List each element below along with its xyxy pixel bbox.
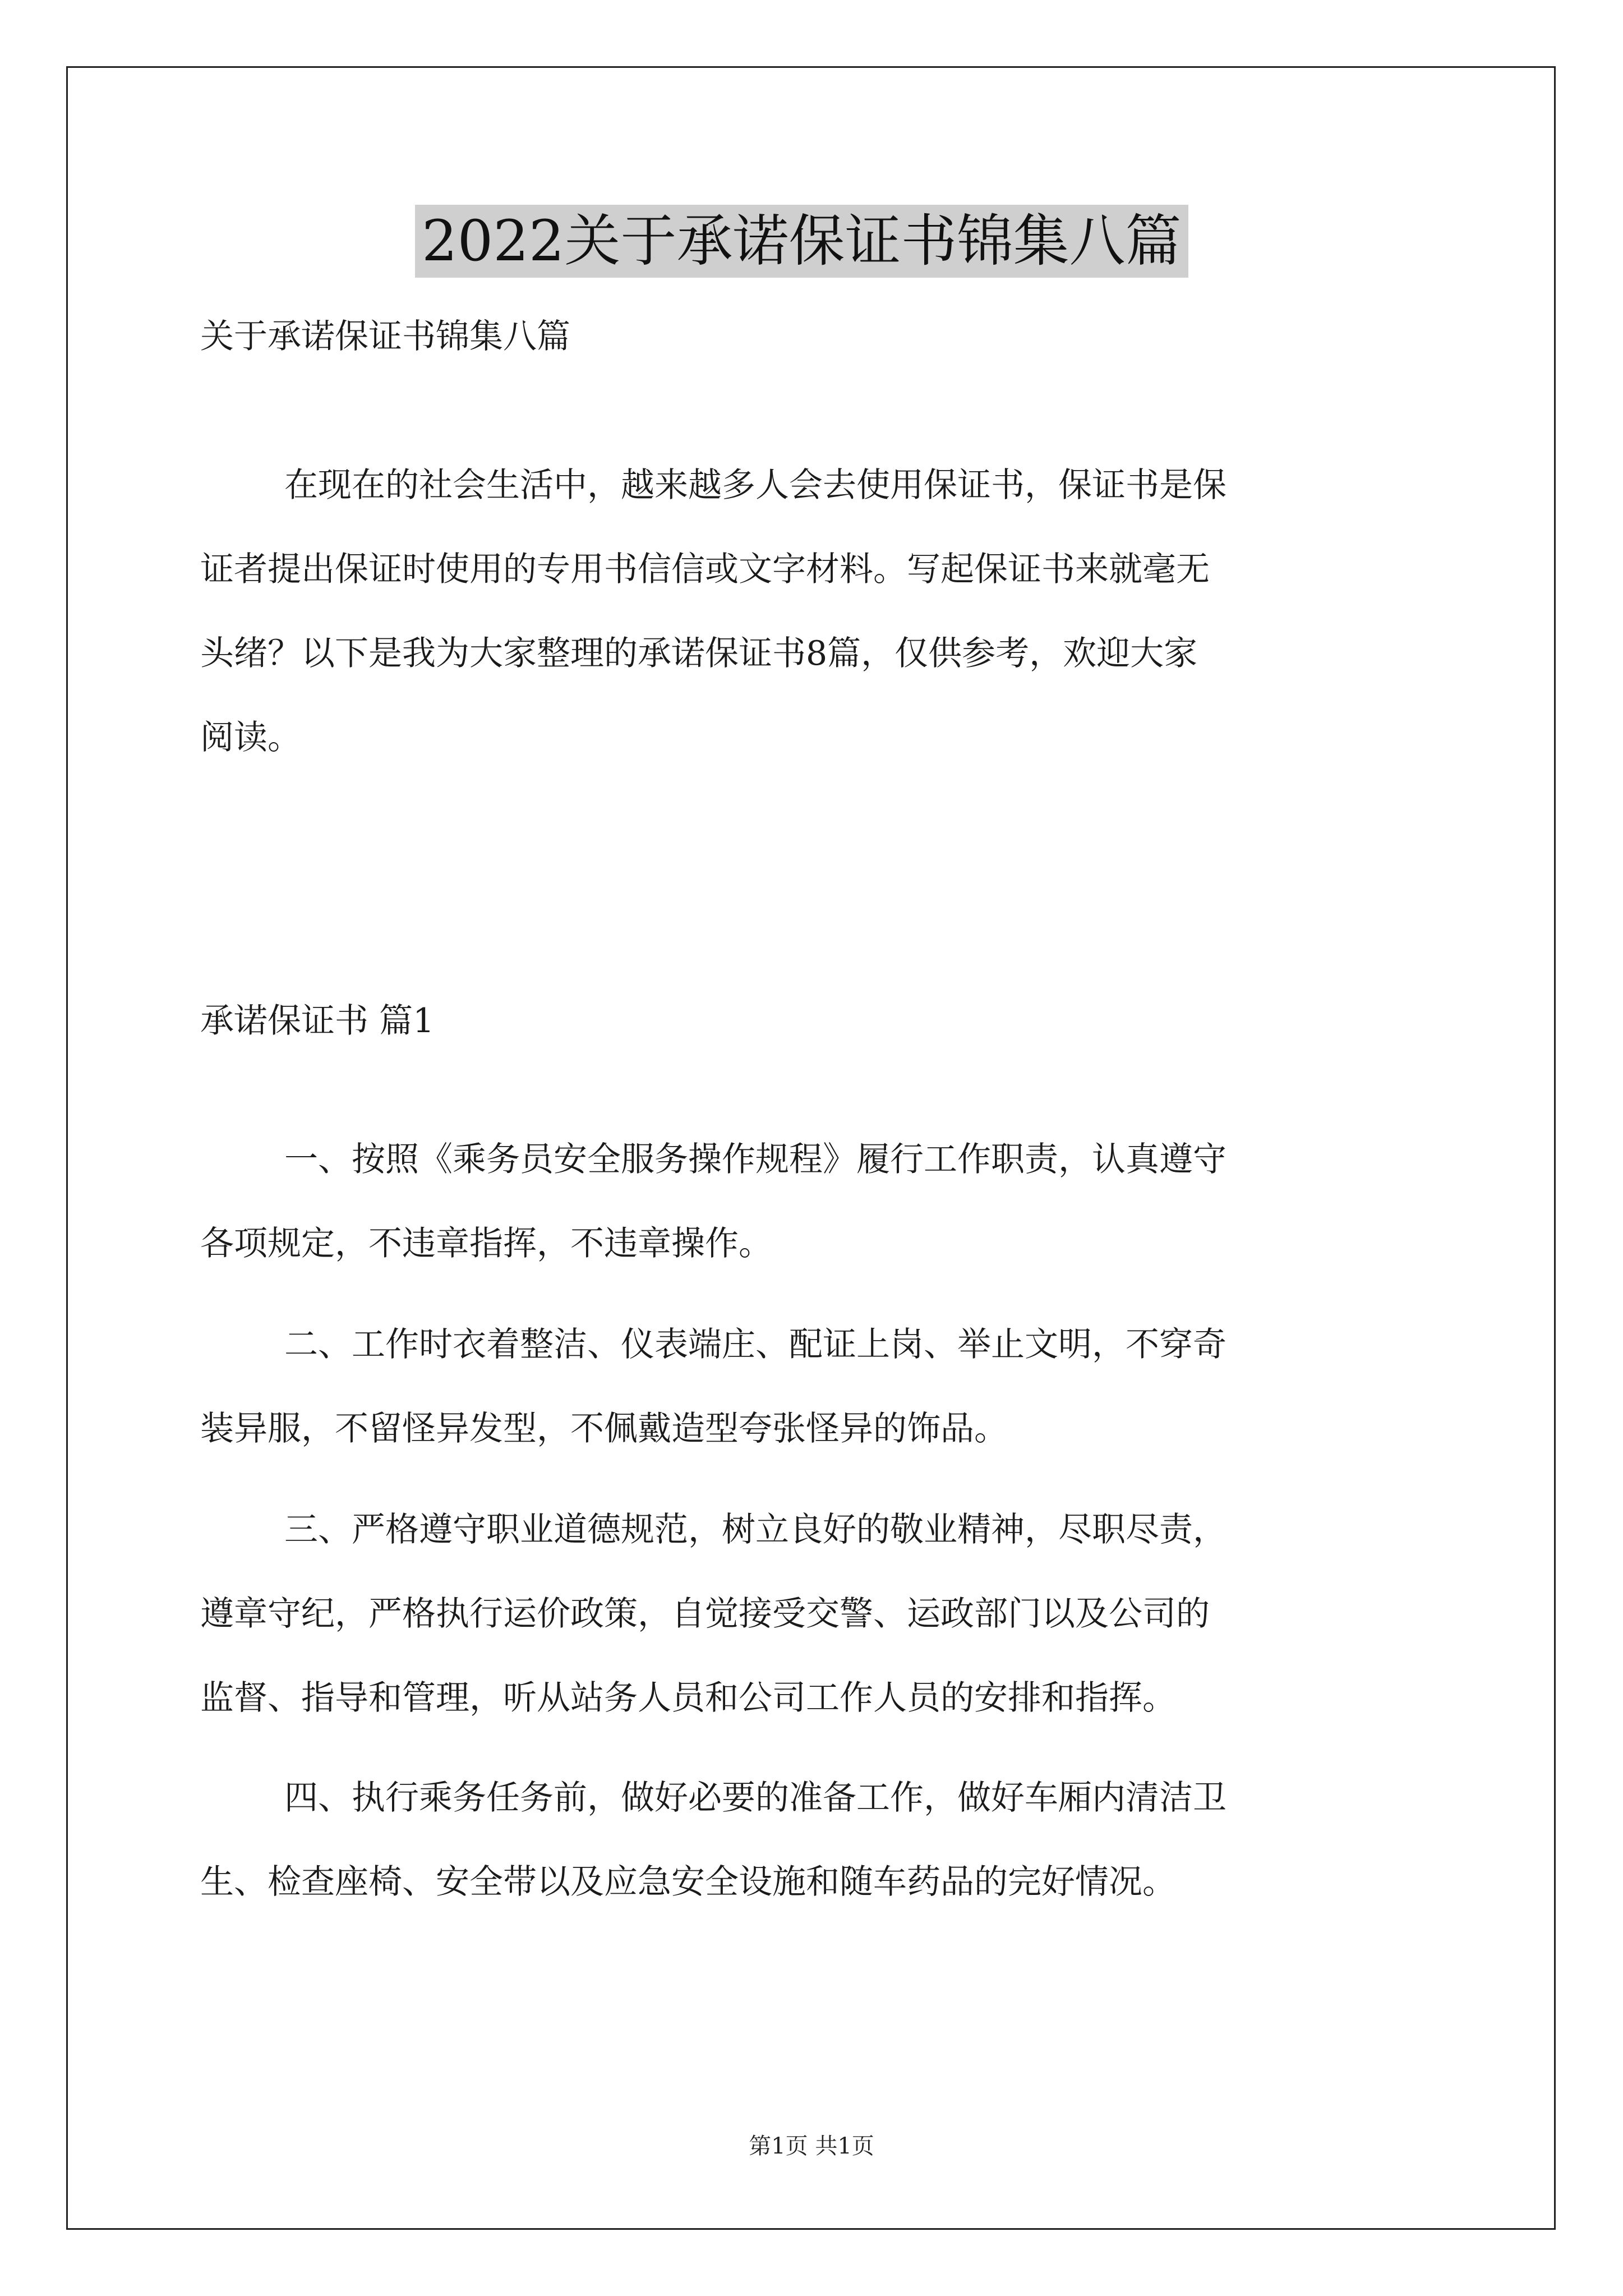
item-line: 三、严格遵守职业道德规范，树立良好的敬业精神，尽职尽责， <box>284 1510 1227 1549</box>
item-line: 监督、指导和管理，听从站务人员和公司工作人员的安排和指挥。 <box>200 1678 1176 1718</box>
item-line: 遵章守纪，严格执行运价政策，自觉接受交警、运政部门以及公司的 <box>200 1594 1210 1634</box>
intro-line: 在现在的社会生活中，越来越多人会去使用保证书，保证书是保 <box>284 466 1227 505</box>
item-line: 装异服，不留怪异发型，不佩戴造型夸张怪异的饰品。 <box>200 1409 1008 1448</box>
item-line: 四、执行乘务任务前，做好必要的准备工作，做好车厢内清洁卫 <box>284 1778 1227 1818</box>
item-paragraph-3 <box>200 1488 1227 1740</box>
intro-paragraph <box>200 443 1227 780</box>
item-paragraph-1 <box>200 1117 1227 1286</box>
item-line: 各项规定，不违章指挥，不违章操作。 <box>200 1224 772 1263</box>
intro-line: 阅读。 <box>200 718 301 757</box>
item-line: 生、检查座椅、安全带以及应急安全设施和随车药品的完好情况。 <box>200 1862 1176 1902</box>
item-line: 二、工作时衣着整洁、仪表端庄、配证上岗、举止文明，不穿奇 <box>284 1325 1227 1364</box>
intro-line: 证者提出保证时使用的专用书信信或文字材料。写起保证书来就毫无 <box>200 550 1210 589</box>
page-number-footer: 第1页 共1页 <box>749 2133 874 2159</box>
item-paragraph-2 <box>200 1303 1227 1471</box>
document-title: 2022关于承诺保证书锦集八篇 <box>415 205 1188 278</box>
item-line: 一、按照《乘务员安全服务操作规程》履行工作职责，认真遵守 <box>284 1140 1227 1179</box>
section-heading: 承诺保证书 篇1 <box>200 1001 435 1041</box>
item-paragraph-4 <box>200 1756 1227 1924</box>
document-subtitle: 关于承诺保证书锦集八篇 <box>200 317 570 356</box>
intro-line: 头绪？以下是我为大家整理的承诺保证书8篇，仅供参考，欢迎大家 <box>200 634 1198 673</box>
